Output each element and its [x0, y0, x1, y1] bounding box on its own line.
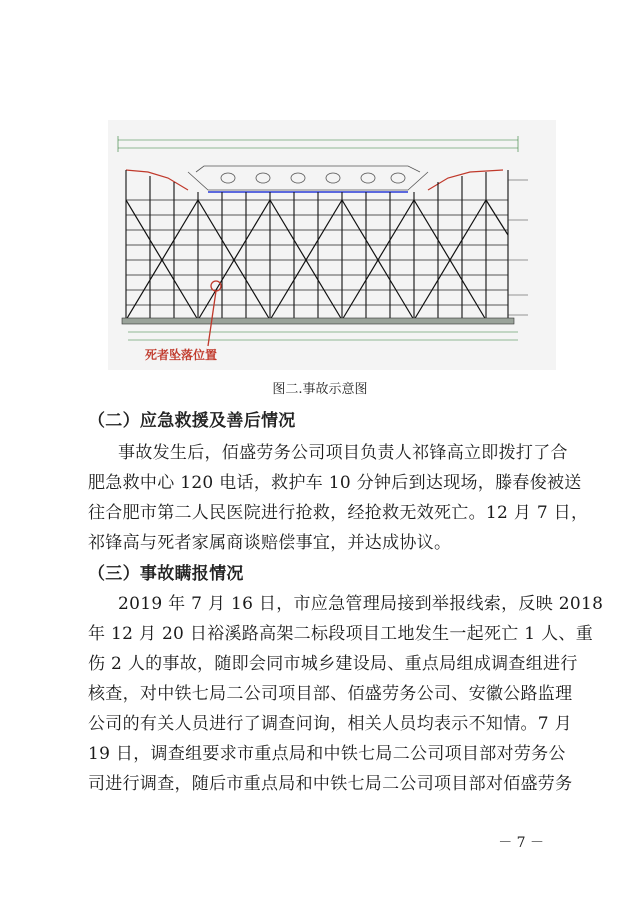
paragraph-line: 事故发生后，佰盛劳务公司项目负责人祁锋高立即拨打了合: [118, 443, 568, 463]
paragraph-line: 司进行调查，随后市重点局和中铁七局二公司项目部对佰盛劳务: [88, 774, 573, 794]
paragraph-line: 公司的有关人员进行了调查问询，相关人员均表示不知情。7 月: [88, 714, 572, 734]
paragraph-line: 伤 2 人的事故，随即会同市城乡建设局、重点局组成调查组进行: [88, 654, 578, 674]
paragraph-line: 往合肥市第二人民医院进行抢救，经抢救无效死亡。12 月 7 日，: [88, 503, 589, 523]
paragraph-line: 19 日，调查组要求市重点局和中铁七局二公司项目部对劳务公: [88, 744, 566, 764]
section-heading-emergency: （二）应急救援及善后情况: [88, 411, 296, 431]
fall-position-label: 死者坠落位置: [145, 348, 218, 362]
paragraph-line: 2019 年 7 月 16 日，市应急管理局接到举报线索，反映 2018: [118, 594, 604, 614]
figure-caption: 图二.事故示意图: [272, 382, 368, 397]
paragraph-line: 祁锋高与死者家属商谈赔偿事宜，并达成协议。: [88, 533, 452, 553]
section-heading-concealment: （三）事故瞒报情况: [88, 564, 244, 584]
paragraph-line: 年 12 月 20 日裕溪路高架二标段项目工地发生一起死亡 1 人、重: [88, 624, 594, 644]
paragraph-line: 肥急救中心 120 电话，救护车 10 分钟后到达现场，滕春俊被送: [88, 473, 582, 493]
accident-scaffold-diagram: [108, 120, 556, 370]
page-number: － 7 －: [498, 835, 544, 851]
paragraph-line: 核查，对中铁七局二公司项目部、佰盛劳务公司、安徽公路监理: [88, 684, 573, 704]
